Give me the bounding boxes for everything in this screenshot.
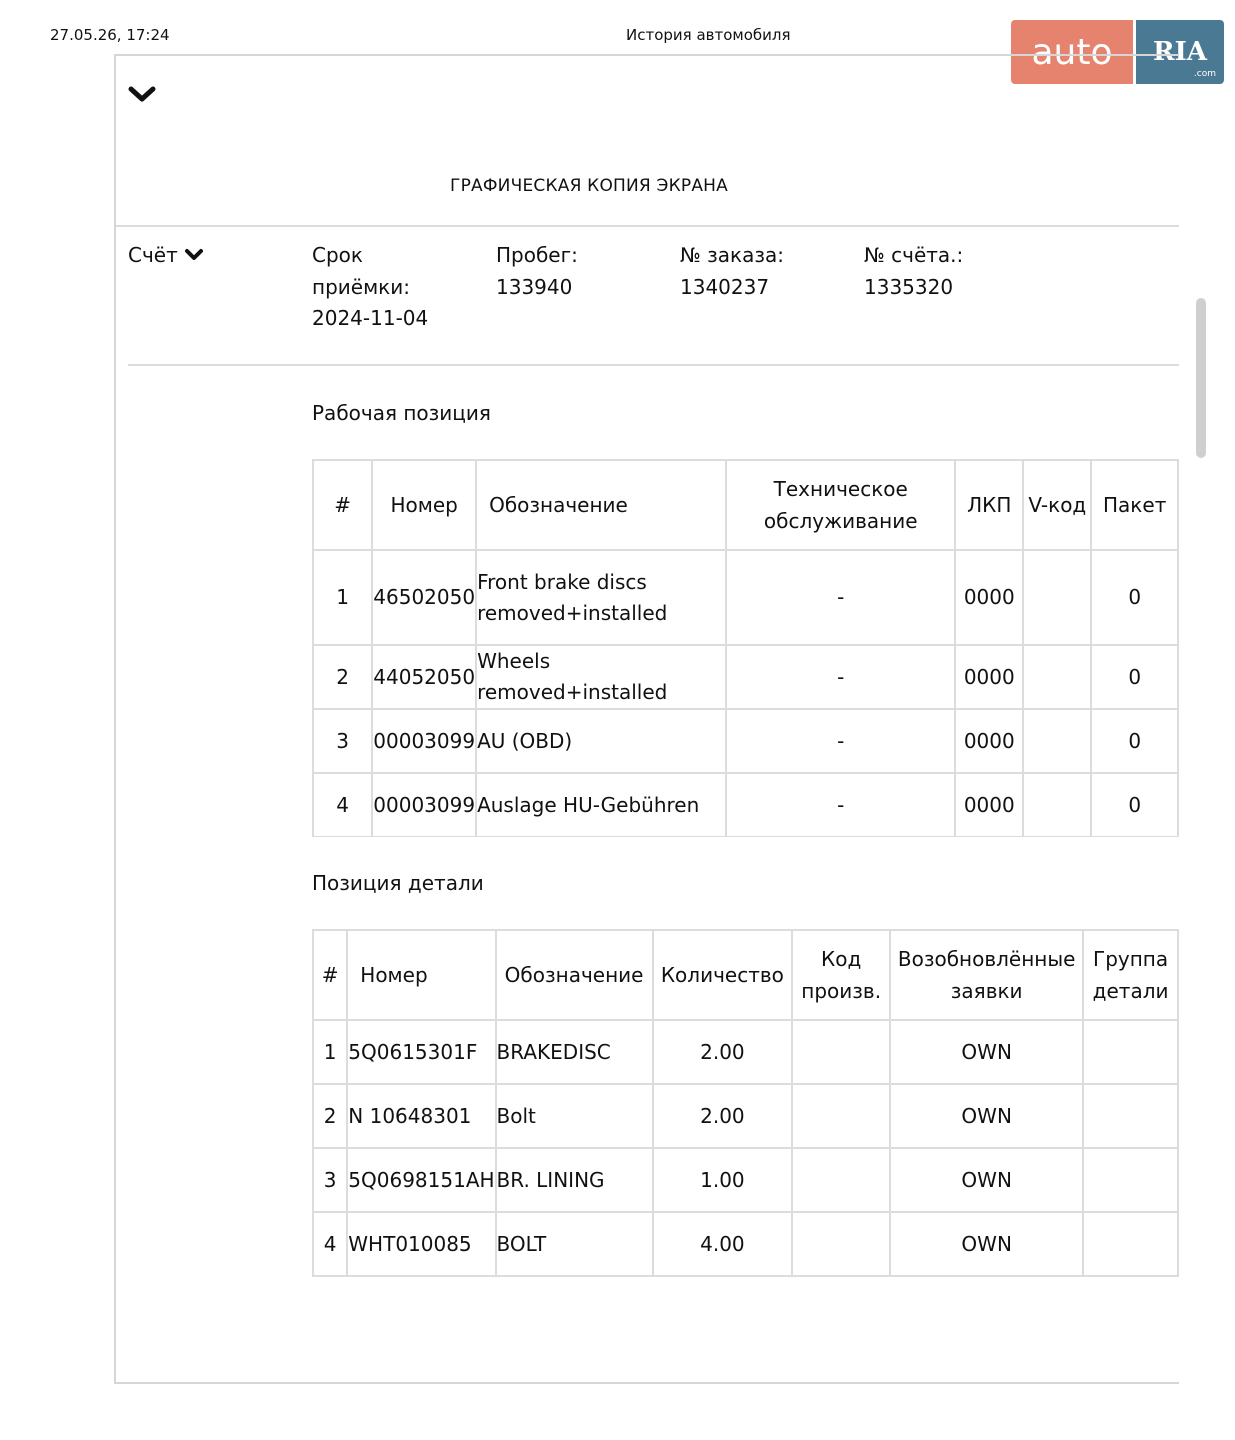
divider bbox=[128, 364, 1179, 366]
vertical-scrollbar[interactable] bbox=[1196, 298, 1206, 458]
field-reception-date bbox=[312, 240, 462, 335]
table-row bbox=[313, 550, 1178, 645]
table-row bbox=[313, 709, 1178, 773]
table-row bbox=[313, 1148, 1178, 1212]
table-header-row bbox=[313, 930, 1178, 1020]
table-cell: 0000 bbox=[955, 645, 1023, 709]
chevron-down-icon bbox=[184, 247, 204, 263]
table-row bbox=[313, 1084, 1178, 1148]
column-header: Пакет bbox=[1091, 460, 1178, 550]
table-cell: OWN bbox=[890, 1020, 1083, 1084]
column-header: Возобновлённые заявки bbox=[890, 930, 1083, 1020]
table-cell: 4 bbox=[313, 1212, 347, 1276]
table-cell: - bbox=[726, 550, 955, 645]
field-label: № счёта.: bbox=[864, 243, 964, 267]
table-cell: AU (OBD) bbox=[476, 709, 726, 773]
print-datetime: 27.05.26, 17:24 bbox=[50, 26, 170, 44]
table-cell: 4 bbox=[313, 773, 372, 837]
table-cell: 0 bbox=[1091, 773, 1178, 837]
table-cell bbox=[792, 1020, 890, 1084]
table-cell bbox=[792, 1148, 890, 1212]
table-cell: 0 bbox=[1091, 550, 1178, 645]
field-label: Срок приёмки: bbox=[312, 243, 410, 299]
table-row bbox=[313, 645, 1178, 709]
column-header: Обозначение bbox=[476, 460, 726, 550]
table-cell bbox=[1023, 773, 1091, 837]
table-cell: OWN bbox=[890, 1084, 1083, 1148]
table-cell: 4.00 bbox=[653, 1212, 793, 1276]
column-header: Количество bbox=[653, 930, 793, 1020]
table-cell: Bolt bbox=[496, 1084, 653, 1148]
table-cell bbox=[792, 1212, 890, 1276]
table-cell: 0000 bbox=[955, 709, 1023, 773]
table-cell: 3 bbox=[313, 709, 372, 773]
table-cell bbox=[1083, 1212, 1178, 1276]
table-cell bbox=[1083, 1020, 1178, 1084]
table-cell bbox=[1023, 645, 1091, 709]
table-cell: 0 bbox=[1091, 645, 1178, 709]
table-cell: 2.00 bbox=[653, 1020, 793, 1084]
part-positions-table bbox=[312, 929, 1179, 1277]
field-value: 2024-11-04 bbox=[312, 306, 429, 330]
table-cell: 46502050 bbox=[372, 550, 476, 645]
table-cell: 1 bbox=[313, 550, 372, 645]
table-cell: - bbox=[726, 709, 955, 773]
table-cell: 1.00 bbox=[653, 1148, 793, 1212]
field-order-number bbox=[680, 240, 784, 303]
invoice-toggle-label: Счёт bbox=[128, 243, 178, 267]
table-cell: 2.00 bbox=[653, 1084, 793, 1148]
table-cell bbox=[1083, 1084, 1178, 1148]
field-mileage bbox=[496, 240, 578, 303]
column-header: Номер bbox=[372, 460, 476, 550]
column-header: Группа детали bbox=[1083, 930, 1178, 1020]
table-cell bbox=[1023, 550, 1091, 645]
field-value: 1340237 bbox=[680, 274, 770, 299]
logo-ria-text: RIA bbox=[1153, 37, 1207, 67]
table-cell: WHT010085 bbox=[347, 1212, 495, 1276]
field-label: № заказа: bbox=[680, 243, 785, 267]
table-cell: - bbox=[726, 645, 955, 709]
table-header-row bbox=[313, 460, 1178, 550]
table-cell: OWN bbox=[890, 1148, 1083, 1212]
column-header: V-код bbox=[1023, 460, 1091, 550]
print-page-title: История автомобиля bbox=[626, 26, 791, 44]
table-cell: 00003099 bbox=[372, 709, 476, 773]
table-cell: BR. LINING bbox=[496, 1148, 653, 1212]
table-cell: 00003099 bbox=[372, 773, 476, 837]
table-cell: 5Q0698151AH bbox=[347, 1148, 495, 1212]
divider bbox=[116, 225, 1179, 227]
table-cell bbox=[1083, 1148, 1178, 1212]
logo-domain-text: .com bbox=[1193, 69, 1216, 79]
table-cell: - bbox=[726, 773, 955, 837]
table-cell bbox=[792, 1084, 890, 1148]
table-cell: 0 bbox=[1091, 709, 1178, 773]
invoice-toggle[interactable] bbox=[128, 243, 204, 267]
work-positions-table-viewport[interactable] bbox=[312, 459, 1179, 837]
table-row bbox=[313, 773, 1178, 837]
column-header: Обозначение bbox=[496, 930, 653, 1020]
column-header: ЛКП bbox=[955, 460, 1023, 550]
field-value: 133940 bbox=[496, 274, 573, 299]
table-cell: BRAKEDISC bbox=[496, 1020, 653, 1084]
table-cell: 44052050 bbox=[372, 645, 476, 709]
table-cell: 2 bbox=[313, 1084, 347, 1148]
column-header: Код произв. bbox=[792, 930, 890, 1020]
field-label: Пробег: bbox=[496, 243, 578, 267]
part-positions-title: Позиция детали bbox=[312, 871, 484, 895]
table-row bbox=[313, 1212, 1178, 1276]
field-invoice-number bbox=[864, 240, 963, 303]
field-value: 1335320 bbox=[864, 274, 954, 299]
column-header: # bbox=[313, 460, 372, 550]
table-cell: 0000 bbox=[955, 773, 1023, 837]
column-header: # bbox=[313, 930, 347, 1020]
table-cell: 0000 bbox=[955, 550, 1023, 645]
table-cell: 1 bbox=[313, 1020, 347, 1084]
logo-auto-part: auto bbox=[1011, 20, 1133, 84]
chevron-down-icon[interactable] bbox=[128, 84, 156, 104]
table-cell: 3 bbox=[313, 1148, 347, 1212]
work-positions-title: Рабочая позиция bbox=[312, 401, 491, 425]
table-row bbox=[313, 1020, 1178, 1084]
table-cell: Front brake discs removed+installed bbox=[476, 550, 726, 645]
table-cell: 2 bbox=[313, 645, 372, 709]
part-positions-table-viewport[interactable] bbox=[312, 929, 1179, 1277]
column-header: Техническое обслуживание bbox=[726, 460, 955, 550]
table-cell: Wheels removed+installed bbox=[476, 645, 726, 709]
table-cell bbox=[1023, 709, 1091, 773]
table-cell: Auslage HU-Gebühren bbox=[476, 773, 726, 837]
table-cell: N 10648301 bbox=[347, 1084, 495, 1148]
screen-heading: ГРАФИЧЕСКАЯ КОПИЯ ЭКРАНА bbox=[450, 176, 728, 196]
table-cell: OWN bbox=[890, 1212, 1083, 1276]
table-cell: BOLT bbox=[496, 1212, 653, 1276]
work-positions-table bbox=[312, 459, 1179, 837]
table-cell: 5Q0615301F bbox=[347, 1020, 495, 1084]
column-header: Номер bbox=[347, 930, 495, 1020]
